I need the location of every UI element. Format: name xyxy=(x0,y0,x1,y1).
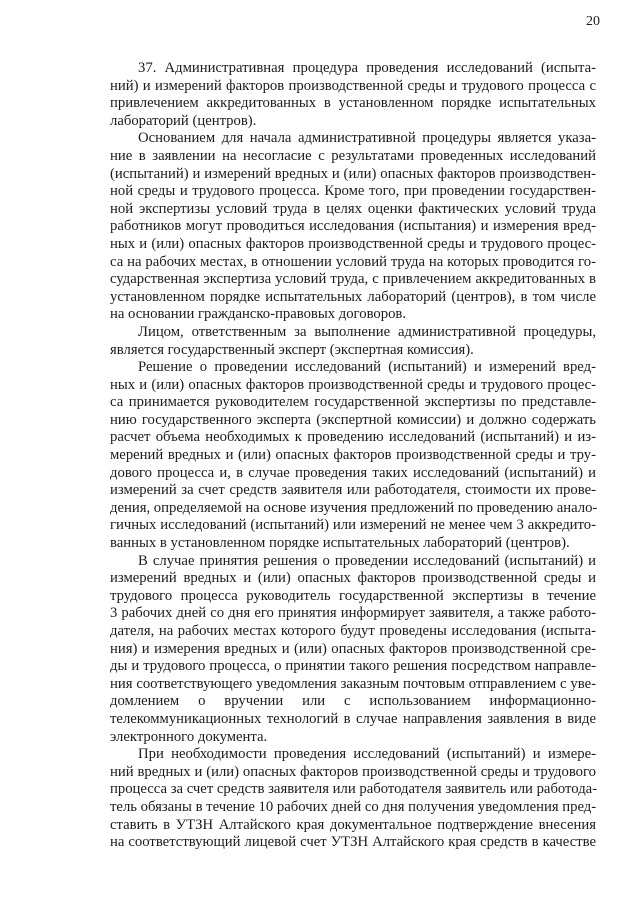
text-line: Лицом, ответственным за выполнение административной процедуры, xyxy=(138,323,596,340)
text-line: ной среды и трудового процесса. Кроме того, при проведении государствен- xyxy=(110,183,596,200)
text-line: (испытаний) и измерений вредных и (или) опасных факторов производствен- xyxy=(110,165,596,182)
text-line: телекоммуникационных технологий в случае направления заявления в виде xyxy=(110,710,596,727)
text-line: установленном порядке испытательных лабораторий (центров), в том числе xyxy=(110,288,596,305)
paragraph xyxy=(110,553,596,747)
text-line: процесса за счет средств заявителя или работодателя заявитель или работода- xyxy=(110,781,598,798)
text-line: ной экспертизы условий труда в целях оценки фактических условий труда xyxy=(110,200,596,217)
text-line: Основанием для начала административной процедуры является указа- xyxy=(138,130,596,147)
page-number: 20 xyxy=(586,14,600,29)
text-line: расчет объема необходимых к проведению исследований (испытаний) и из- xyxy=(110,429,596,446)
text-line: тель обязаны в течение 10 рабочих дней со дня получения уведомления пред- xyxy=(110,798,597,815)
text-line: ние в заявлении на несогласие с результатами проведенных исследований xyxy=(110,147,596,164)
text-line: на основании гражданско-правовых договоров. xyxy=(110,306,407,323)
text-line: са на рабочих местах, в отношении условий труда на которых проводится го- xyxy=(110,253,596,270)
text-line: ний вредных и (или) опасных факторов производственной среды и трудового xyxy=(110,763,596,780)
paragraph xyxy=(110,60,596,130)
text-line: ния соответствующего уведомления заказным почтовым отправлением с уве- xyxy=(110,675,596,692)
text-line: ванных в установленном порядке испытательных лабораторий (центров). xyxy=(110,535,570,552)
text-line: электронного документа. xyxy=(110,728,268,745)
text-line: дового процесса и, в случае проведения таких исследований (испытаний) и xyxy=(110,464,596,481)
paragraph xyxy=(110,324,596,359)
text-line: дателя, на рабочих местах которого будут проведены исследования (испыта- xyxy=(110,623,596,639)
text-line: мерений вредных и (или) опасных факторов производственной среды и тру- xyxy=(110,447,596,464)
paragraph xyxy=(110,359,596,553)
text-line: трудового процесса руководитель государственной экспертизы в течение xyxy=(110,587,596,604)
text-line: ных и (или) опасных факторов производственной среды и трудового процес- xyxy=(110,376,596,393)
paragraph xyxy=(110,130,596,324)
paragraph xyxy=(110,746,596,852)
text-line: Решение о проведении исследований (испытаний) и измерений вред- xyxy=(138,359,596,376)
text-line: лабораторий (центров). xyxy=(110,112,257,129)
text-line: измерений за счет средств заявителя или работодателя, стоимости их прове- xyxy=(110,482,596,499)
text-line: са принимается руководителем государственной экспертизы по представле- xyxy=(110,394,596,411)
text-line: гичных исследований (испытаний) или измерений не менее чем 3 аккредито- xyxy=(110,517,596,534)
text-line: 3 рабочих дней со дня его принятия информирует заявителя, а также работо- xyxy=(110,605,596,622)
text-line: При необходимости проведения исследований (испытаний) и измере- xyxy=(138,746,596,763)
text-line: ды и трудового процесса, о принятии такого решения посредством направле- xyxy=(110,658,596,675)
text-line: ставить в УТЗН Алтайского края документальное подтверждение внесения xyxy=(110,816,596,833)
text-line: ния) и измерения вредных и (или) опасных факторов производственной сре- xyxy=(110,640,596,657)
text-line: В случае принятия решения о проведении исследований (испытаний) и xyxy=(138,552,596,569)
text-line: нию государственного эксперта (экспертной комиссии) и должно содержать xyxy=(110,411,596,428)
text-line: дения, определяемой на основе изучения предложений по проведению анало- xyxy=(110,499,598,516)
text-line: работников могут проводиться исследования (испытания) и измерения вред- xyxy=(110,218,596,235)
text-line: 37. Административная процедура проведения исследований (испыта- xyxy=(138,60,596,76)
text-line: на соответствующий лицевой счет УТЗН Алтайского края средств в качестве xyxy=(110,834,596,851)
document-body xyxy=(110,60,596,852)
text-line: является государственный эксперт (экспертная комиссия). xyxy=(110,341,474,358)
text-line: привлечением аккредитованных в установленном порядке испытательных xyxy=(110,95,596,112)
text-line: домлением о вручении или с использованием информационно- xyxy=(110,693,596,710)
text-line: ний) и измерений факторов производственной среды и трудового процесса с xyxy=(110,77,596,94)
text-line: ных и (или) опасных факторов производственной среды и трудового процес- xyxy=(110,235,596,252)
text-line: измерений вредных и (или) опасных факторов производственной среды и xyxy=(110,570,596,587)
text-line: сударственная экспертиза условий труда, с привлечением аккредитованных в xyxy=(110,271,596,288)
